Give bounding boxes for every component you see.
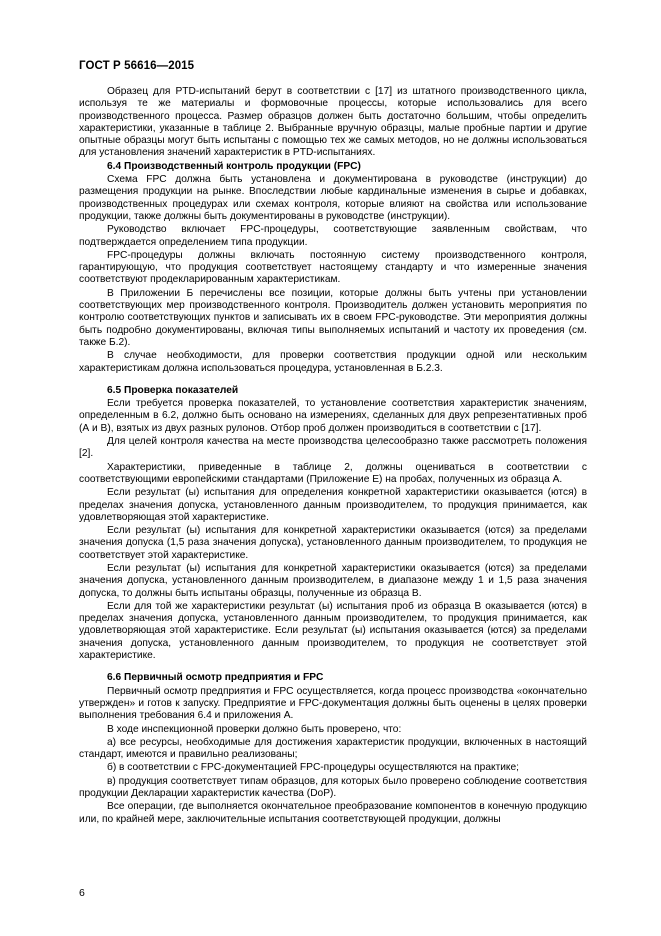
paragraph: Образец для PTD-испытаний берут в соответствии с [17] из штатного производственного цикла, используя те же материалы и формовочные процессы, которые использовались для всего производственного процесса. Размер образцов должен быть достаточно большим, чтобы определить характеристики, указанные в таблице 2. Выбранные вручную образцы, малые пробные партии и другие опытные образцы могут быть испытаны с помощью тех же самых методов, но не должны использоваться для установления значений характеристик в PTD-испытаниях. [79, 86, 587, 159]
paragraph: FPC-процедуры должны включать постоянную систему производственного контроля, гарантирующую, что продукция соответствует настоящему стандарту и что измеренные значения соответствуют продекларированным характеристикам. [79, 249, 587, 286]
list-item: а) все ресурсы, необходимые для достижения характеристик продукции, включенных в настоящий стандарт, имеются и правильно реализованы; [79, 736, 587, 761]
paragraph: Руководство включает FPC-процедуры, соответствующие заявленным свойствам, что подтверждается определением типа продукции. [79, 224, 587, 248]
paragraph: Если результат (ы) испытания для определения конкретной характеристики оказывается (ются) в пределах значения допуска, установленного данным производителем, то продукция принимается, как удовлетворяющая этой характеристике. [79, 487, 587, 523]
paragraph: Все операции, где выполняется окончательное преобразование компонентов в конечную продукцию или, по крайней мере, заключительные испытания соответствующей продукции, должны [79, 801, 587, 825]
paragraph: Схема FPC должна быть установлена и документирована в руководстве (инструкции) до размещения продукции на рынке. Впоследствии любые кардинальные изменения в сырье и добавках, производственных процедурах или схемах контроля, которые влияют на свойства или использование продукции, также должны быть документированы в руководстве (инструкции). [79, 174, 587, 222]
paragraph: В Приложении Б перечислены все позиции, которые должны быть учтены при установлении соответствующих мер производственного контроля. Производитель должен установить мероприятия по контролю соответствующих пунктов и записывать их в своем FPC-руководстве. Эти мероприятия должны быть подробно документированы, включая типы выполняемых испытаний и частоту их проведения (см. также Б.2). [79, 287, 587, 348]
paragraph: Если результат (ы) испытания для конкретной характеристики оказывается (ются) за пределами значения допуска, установленного данным производителем, в диапазоне между 1 и 1,5 раза значения допуска, то должны быть испытаны образцы, полученные из образца В. [79, 562, 587, 599]
paragraph: Если результат (ы) испытания для конкретной характеристики оказывается (ются) за пределами значения допуска (1,5 раза значения допуска), установленного данным производителем, то продукция не соответствует этой характеристике. [79, 525, 587, 561]
paragraph: Характеристики, приведенные в таблице 2, должны оцениваться в соответствии с соответствующими европейскими стандартами (Приложение Е) на пробах, полученных из образца А. [79, 461, 587, 485]
section-heading-6-4: 6.4 Производственный контроль продукции (FPC) [107, 160, 361, 172]
page-number: 6 [79, 887, 85, 899]
section-heading-6-6: 6.6 Первичный осмотр предприятия и FPC [107, 672, 324, 684]
paragraph: В ходе инспекционной проверки должно быть проверено, что: [107, 723, 402, 735]
paragraph: Если требуется проверка показателей, то установление соответствия характеристик значениям, определенным в 6.2, должно быть основано на измерениях, сделанных для двух репрезентативных проб (А и В), взятых из двух разных рулонов. Отбор проб должен производиться в соответствии с [17]. [79, 398, 587, 434]
paragraph: Первичный осмотр предприятия и FPC осуществляется, когда процесс производства «окончательно утвержден» и готов к запуску. Предприятие и FPC-документация должны быть оценены в целях проверки выполнения требования 6.4 и приложения А. [79, 685, 587, 722]
paragraph: В случае необходимости, для проверки соответствия продукции одной или нескольким характеристикам должна использоваться процедура, установленная в Б.2.3. [79, 350, 587, 374]
list-item: б) в соответствии с FPC-документацией FPC-процедуры осуществляются на практике; [107, 762, 519, 774]
document-code: ГОСТ Р 56616—2015 [79, 60, 195, 72]
document-body [79, 86, 587, 827]
paragraph: Для целей контроля качества на месте производства целесообразно также рассмотреть положения [2]. [79, 436, 587, 460]
section-heading-6-5: 6.5 Проверка показателей [107, 384, 239, 396]
paragraph: Если для той же характеристики результат (ы) испытания проб из образца В оказывается (ются) в пределах значения допуска, установленного данным производителем, то продукция принимается, как удовлетворяющая этой характеристике. Если результат (ы) испытания оказывается (ются) за пределами значения допуска, установленного данным производителем, то продукция не соответствует этой характеристике. [79, 600, 587, 662]
list-item: в) продукция соответствует типам образцов, для которых было проверено соблюдение соответствия продукции Декларации характеристик качества (DoP). [79, 775, 587, 800]
